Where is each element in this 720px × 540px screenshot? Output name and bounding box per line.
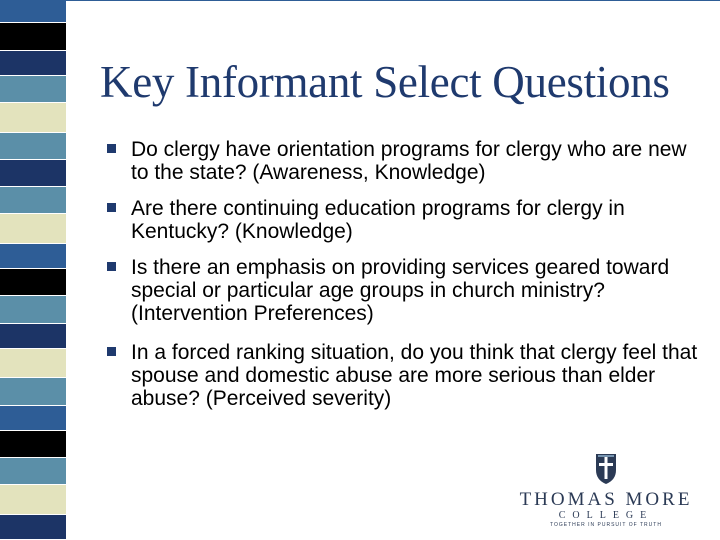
strip-block (0, 485, 66, 514)
logo-tagline: TOGETHER IN PURSUIT OF TRUTH (550, 522, 662, 528)
strip-block (0, 515, 66, 540)
bullet-text: Are there continuing education programs for clergy in Kentucky? (Knowledge) (131, 197, 625, 243)
shield-cross-icon (594, 452, 618, 486)
bullet-list (105, 138, 705, 410)
title-rule (66, 0, 720, 1)
strip-block (0, 324, 66, 349)
bullet-text: In a forced ranking situation, do you think that clergy feel that spouse and domestic abuse are more serious than elder abuse? (Perceived severity) (131, 341, 698, 410)
strip-block (0, 269, 66, 296)
square-bullet-icon (107, 262, 116, 271)
slide-title: Key Informant Select Questions (100, 57, 670, 107)
logo-name: THOMAS MORE (519, 489, 693, 510)
logo-subtitle: COLLEGE (558, 510, 654, 521)
strip-block (0, 406, 66, 431)
strip-block (0, 76, 66, 103)
strip-block (0, 160, 66, 187)
bullet-item (105, 341, 705, 410)
strip-block (0, 296, 66, 323)
bullet-text: Do clergy have orientation programs for clergy who are new to the state? (Awareness, Knowledge) (131, 138, 687, 184)
square-bullet-icon (107, 203, 116, 212)
strip-block (0, 187, 66, 214)
college-logo (519, 452, 693, 532)
strip-block (0, 378, 66, 405)
strip-block (0, 214, 66, 243)
bullet-text: Is there an emphasis on providing services geared toward special or particular age groups in church ministry? (Intervention Preferences) (131, 256, 670, 325)
strip-block (0, 133, 66, 160)
bullet-item (105, 197, 705, 243)
strip-block (0, 23, 66, 50)
strip-block (0, 458, 66, 485)
strip-block (0, 431, 66, 458)
strip-block (0, 349, 66, 378)
strip-block (0, 244, 66, 269)
square-bullet-icon (107, 347, 116, 356)
strip-block (0, 51, 66, 76)
decorative-left-strip (0, 0, 66, 540)
strip-block (0, 0, 66, 23)
strip-block (0, 103, 66, 132)
bullet-item (105, 138, 705, 184)
bullet-item (105, 256, 705, 325)
square-bullet-icon (107, 144, 116, 153)
